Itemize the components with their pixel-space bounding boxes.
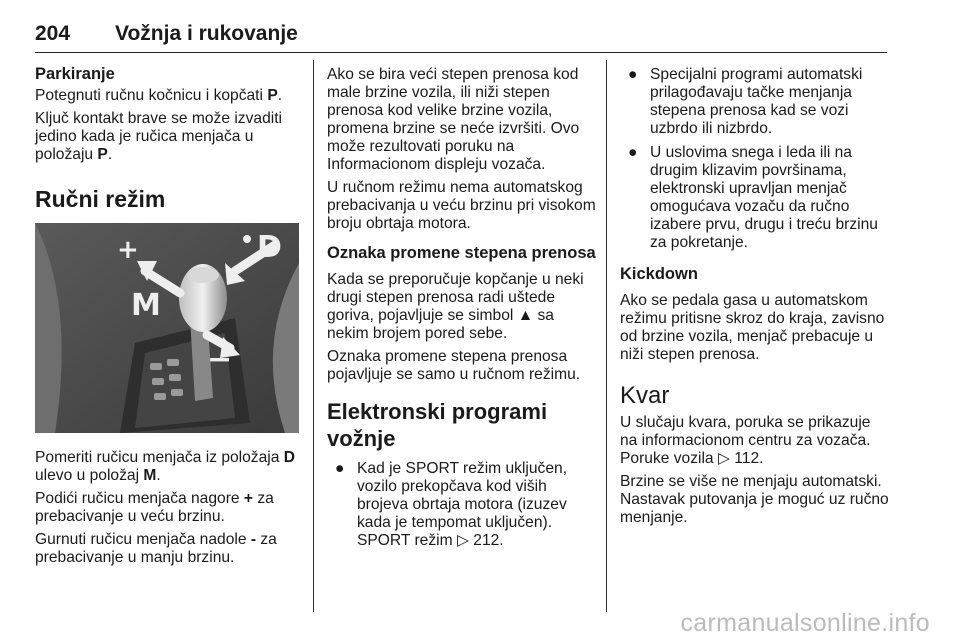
column-divider-left xyxy=(313,60,314,612)
bullet-icon: ● xyxy=(335,460,345,477)
list-item-special-programs: ● Specijalni programi automatski prilagođavaju tačke menjanja stepena prenosa kad se vozi uzbrdo ili nizbrdo. xyxy=(628,66,863,137)
figure-label-plus: + xyxy=(117,235,139,265)
list-item-slippery-surfaces: ● U uslovima snega i leda ili na drugim klizavim površinama, elektronski upravljan menjač omogućava vozaču da ručno izabere prvu, drugu i treću brzinu za pokretanje. xyxy=(628,144,878,251)
paragraph-no-upshift: U ručnom režimu nema automatskog prebacivanja u veću brzinu pri visokom broju obrtaja motora. xyxy=(327,179,596,232)
paragraph-parking-2: Ključ kontakt brave se može izvaditi jedino kada je ručica menjača u položaju P. xyxy=(35,110,283,163)
heading-kickdown: Kickdown xyxy=(620,265,698,283)
heading-parking: Parkiranje xyxy=(35,65,115,83)
paragraph-manual-3: Gurnuti ručicu menjača nadole - za prebacivanje u manju brzinu. xyxy=(35,531,277,566)
figure-label-minus: − xyxy=(207,342,233,377)
paragraph-fault-2: Brzine se više ne menjaju automatski. Nastavak putovanja je moguć uz ručno menjanje. xyxy=(620,473,889,526)
watermark: carmanualsonline.info xyxy=(680,609,930,637)
heading-shift-indicator: Oznaka promene stepena prenosa xyxy=(327,244,596,262)
paragraph-manual-2: Podići ručicu menjača nagore + za prebacivanje u veću brzinu. xyxy=(35,490,274,525)
bullet-icon: ● xyxy=(628,144,638,161)
column-2 xyxy=(327,60,597,556)
paragraph-gear-change: Ako se bira veći stepen prenosa kod male brzine vozila, ili niži stepen prenosa kod velike brzine vozila, promena brzine se neće izvršiti. Ovo može rezultovati poruku na Informacionom displeju vozača. xyxy=(327,66,580,173)
column-3 xyxy=(620,60,892,532)
figure-label-d: D xyxy=(257,230,282,265)
page-title: Vožnja i rukovanje xyxy=(115,22,298,45)
page-number: 204 xyxy=(35,22,71,45)
heading-manual-mode: Ručni režim xyxy=(35,186,166,212)
heading-electronic-programs: Elektronski programi vožnje xyxy=(327,399,548,451)
heading-fault: Kvar xyxy=(620,382,670,409)
paragraph-kickdown: Ako se pedala gasa u automatskom režimu pritisne skroz do kraja, zavisno od brzine vozila, menjač prebacuje u niži stepen prenosa. xyxy=(620,292,885,363)
upshift-triangle-icon: ▲ xyxy=(517,307,534,324)
paragraph-shift-indicator-1: Kada se preporučuje kopčanje u neki drugi stepen prenosa radi uštede goriva, pojavljuje se simbol ▲ sa nekim brojem pored sebe. xyxy=(327,271,584,342)
page-header xyxy=(35,22,887,53)
gear-lever-figure xyxy=(35,223,299,433)
paragraph-fault-1: U slučaju kvara, poruka se prikazuje na informacionom centru za vozača. Poruke vozila ▷ 112. xyxy=(620,414,871,467)
paragraph-manual-1: Pomeriti ručicu menjača iz položaja D ulevo u položaj M. xyxy=(35,449,296,484)
bullet-icon: ● xyxy=(628,66,638,83)
paragraph-shift-indicator-2: Oznaka promene stepena prenosa pojavljuje se samo u ručnom režimu. xyxy=(327,348,581,383)
gear-lever-illustration xyxy=(35,223,299,433)
column-divider-right xyxy=(606,60,607,612)
column-1 xyxy=(35,60,305,572)
page-reference-icon: ▷ xyxy=(717,450,730,467)
page-reference-icon: ▷ xyxy=(456,532,469,549)
list-item-sport-mode: ● Kad je SPORT režim uključen, vozilo prekopčava kod viših brojeva obrtaja motora (izuzev kada je tempomat uključen). SPORT režim ▷ 212. xyxy=(335,460,568,549)
paragraph-parking-1: Potegnuti ručnu kočnicu i kopčati P. xyxy=(35,87,283,104)
figure-label-m: M xyxy=(131,288,161,323)
